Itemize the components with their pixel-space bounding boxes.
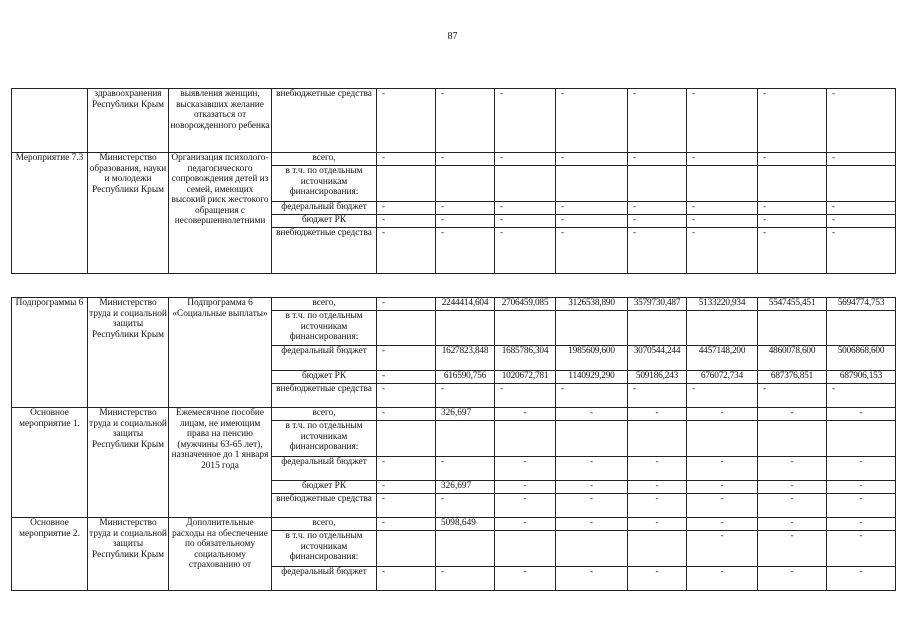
value-cell: 1140929,290 [556, 371, 628, 384]
value-cell: - [628, 153, 687, 166]
executor-cell: здравоохранения Республики Крым [88, 89, 169, 153]
value-cell [436, 421, 495, 457]
value-cell: 5006868,600 [827, 346, 896, 371]
value-cell: - [758, 531, 827, 567]
value-cell: - [436, 215, 495, 228]
value-cell: - [377, 408, 436, 421]
source-cell: всего, [272, 153, 377, 166]
value-cell: - [758, 494, 827, 518]
table-row [12, 153, 896, 166]
value-cell: - [827, 494, 896, 518]
value-cell: - [436, 567, 495, 591]
value-cell [377, 311, 436, 346]
value-cell: - [827, 567, 896, 591]
value-cell: - [377, 228, 436, 274]
value-cell: - [436, 202, 495, 215]
value-cell: - [495, 202, 556, 215]
value-cell [377, 531, 436, 567]
value-cell: - [687, 89, 758, 153]
value-cell [556, 531, 628, 567]
value-cell: - [687, 518, 758, 531]
value-cell: - [556, 567, 628, 591]
value-cell [628, 311, 687, 346]
source-cell: федеральный бюджет [272, 567, 377, 591]
value-cell [495, 166, 556, 202]
value-cell: 616590,756 [436, 371, 495, 384]
value-cell: - [556, 457, 628, 481]
value-cell [628, 421, 687, 457]
value-cell: - [687, 228, 758, 274]
source-cell: в т.ч. по отдельным источникам финансирования: [272, 311, 377, 346]
value-cell: 1685786,304 [495, 346, 556, 371]
value-cell: 3070544,244 [628, 346, 687, 371]
value-cell: - [556, 408, 628, 421]
value-cell: - [495, 215, 556, 228]
value-cell: 687906,153 [827, 371, 896, 384]
value-cell: - [495, 228, 556, 274]
value-cell: - [758, 89, 827, 153]
value-cell [827, 166, 896, 202]
value-cell: - [628, 518, 687, 531]
value-cell: - [436, 494, 495, 518]
value-cell: - [687, 202, 758, 215]
value-cell: - [687, 531, 758, 567]
value-cell: - [377, 457, 436, 481]
value-cell: - [827, 202, 896, 215]
value-cell [687, 311, 758, 346]
value-cell: - [436, 153, 495, 166]
source-cell: внебюджетные средства [272, 494, 377, 518]
funding-table-top [11, 88, 896, 274]
value-cell [495, 531, 556, 567]
description-cell: Организация психолого-педагогического сопровождения детей из семей, имеющих высокий риск жестокого обращения с несовершеннолетними [169, 153, 272, 274]
value-cell: 1020672,781 [495, 371, 556, 384]
source-cell: всего, [272, 408, 377, 421]
measure-name-cell: Основное мероприятие 2. [12, 518, 88, 591]
value-cell [827, 311, 896, 346]
value-cell: - [556, 202, 628, 215]
value-cell: 5547455,451 [758, 298, 827, 311]
value-cell: - [377, 202, 436, 215]
source-cell: бюджет РК [272, 481, 377, 494]
value-cell: - [687, 215, 758, 228]
value-cell: 509186,243 [628, 371, 687, 384]
value-cell: - [436, 89, 495, 153]
table-row [12, 89, 896, 153]
value-cell: - [758, 518, 827, 531]
value-cell [628, 166, 687, 202]
value-cell [758, 421, 827, 457]
value-cell: - [687, 457, 758, 481]
value-cell: - [758, 153, 827, 166]
value-cell: - [495, 384, 556, 408]
value-cell: - [687, 153, 758, 166]
value-cell: - [628, 408, 687, 421]
value-cell: - [556, 494, 628, 518]
value-cell: - [827, 457, 896, 481]
value-cell [556, 311, 628, 346]
source-cell: бюджет РК [272, 371, 377, 384]
value-cell: - [556, 481, 628, 494]
value-cell: - [758, 215, 827, 228]
value-cell: - [687, 384, 758, 408]
value-cell: - [628, 215, 687, 228]
value-cell: - [758, 481, 827, 494]
value-cell [436, 311, 495, 346]
value-cell: - [628, 494, 687, 518]
source-cell: внебюджетные средства [272, 384, 377, 408]
value-cell: - [377, 89, 436, 153]
value-cell: 5098,649 [436, 518, 495, 531]
value-cell: - [377, 153, 436, 166]
value-cell: - [436, 457, 495, 481]
source-cell: в т.ч. по отдельным источникам финансирования: [272, 166, 377, 202]
value-cell: - [377, 371, 436, 384]
value-cell: - [827, 153, 896, 166]
value-cell: 2706459,085 [495, 298, 556, 311]
value-cell: - [827, 384, 896, 408]
value-cell: - [827, 228, 896, 274]
value-cell: - [827, 531, 896, 567]
value-cell: - [377, 346, 436, 371]
source-cell: в т.ч. по отдельным источникам финансирования: [272, 531, 377, 567]
table-row [12, 518, 896, 531]
value-cell: - [758, 457, 827, 481]
source-cell: внебюджетные средства [272, 228, 377, 274]
executor-cell: Министерство образования, науки и молодежи Республики Крым [88, 153, 169, 274]
table-row [12, 298, 896, 311]
description-cell: Подпрограмма 6 «Социальные выплаты» [169, 298, 272, 408]
value-cell: - [687, 494, 758, 518]
value-cell: - [556, 153, 628, 166]
value-cell: 4860078,600 [758, 346, 827, 371]
value-cell: - [827, 481, 896, 494]
value-cell: - [436, 228, 495, 274]
value-cell: - [495, 89, 556, 153]
value-cell: - [495, 567, 556, 591]
value-cell: - [628, 228, 687, 274]
value-cell [377, 421, 436, 457]
source-cell: бюджет РК [272, 215, 377, 228]
value-cell: - [628, 202, 687, 215]
value-cell: 5133220,934 [687, 298, 758, 311]
value-cell: 326,697 [436, 408, 495, 421]
value-cell [495, 421, 556, 457]
value-cell: - [377, 518, 436, 531]
value-cell: 4457148,200 [687, 346, 758, 371]
source-cell: всего, [272, 298, 377, 311]
value-cell: - [628, 457, 687, 481]
value-cell [687, 421, 758, 457]
description-cell: Ежемесячное пособие лицам, не имеющим права на пенсию (мужчины 63-65 лет), назначенное до 1 января 2015 года [169, 408, 272, 518]
value-cell [556, 166, 628, 202]
source-cell: в т.ч. по отдельным источникам финансирования: [272, 421, 377, 457]
value-cell: - [827, 518, 896, 531]
source-cell: внебюджетные средства [272, 89, 377, 153]
value-cell: - [758, 567, 827, 591]
measure-name-cell: Мероприятие 7.3 [12, 153, 88, 274]
value-cell: - [377, 481, 436, 494]
value-cell: - [758, 408, 827, 421]
measure-name-cell [12, 89, 88, 153]
value-cell [827, 421, 896, 457]
value-cell [436, 531, 495, 567]
value-cell: 3126538,890 [556, 298, 628, 311]
source-cell: федеральный бюджет [272, 202, 377, 215]
value-cell: - [827, 89, 896, 153]
source-cell: федеральный бюджет [272, 457, 377, 481]
value-cell: - [556, 89, 628, 153]
value-cell: - [556, 215, 628, 228]
measure-name-cell: Подпрограммы 6 [12, 298, 88, 408]
value-cell: - [556, 384, 628, 408]
description-cell: Дополнительные расходы на обеспечение по обязательному социальному страхованию от [169, 518, 272, 591]
value-cell [495, 311, 556, 346]
value-cell: - [556, 518, 628, 531]
value-cell: 1627823,848 [436, 346, 495, 371]
value-cell: - [495, 518, 556, 531]
value-cell: 5694774,753 [827, 298, 896, 311]
value-cell: - [827, 215, 896, 228]
source-cell: федеральный бюджет [272, 346, 377, 371]
value-cell: - [377, 298, 436, 311]
value-cell [377, 166, 436, 202]
value-cell [436, 166, 495, 202]
value-cell [556, 421, 628, 457]
value-cell: - [377, 384, 436, 408]
measure-name-cell: Основное мероприятие 1. [12, 408, 88, 518]
value-cell: - [495, 494, 556, 518]
value-cell: - [628, 384, 687, 408]
value-cell: - [687, 567, 758, 591]
executor-cell: Министерство труда и социальной защиты Республики Крым [88, 518, 169, 591]
source-cell: всего, [272, 518, 377, 531]
description-cell: выявления женщин, высказавших желание отказаться от новорожденного ребенка [169, 89, 272, 153]
value-cell: - [687, 481, 758, 494]
value-cell: - [758, 384, 827, 408]
value-cell: - [628, 481, 687, 494]
executor-cell: Министерство труда и социальной защиты Республики Крым [88, 408, 169, 518]
value-cell: - [827, 408, 896, 421]
value-cell: - [628, 567, 687, 591]
value-cell: - [495, 408, 556, 421]
funding-table-bottom [11, 297, 896, 591]
value-cell: - [556, 228, 628, 274]
value-cell: 2244414,604 [436, 298, 495, 311]
value-cell: - [377, 567, 436, 591]
value-cell [687, 166, 758, 202]
value-cell: - [436, 384, 495, 408]
executor-cell: Министерство труда и социальной защиты Республики Крым [88, 298, 169, 408]
value-cell [758, 311, 827, 346]
page-number: 87 [447, 31, 458, 42]
value-cell: - [758, 228, 827, 274]
value-cell [628, 531, 687, 567]
value-cell [758, 166, 827, 202]
value-cell: - [377, 494, 436, 518]
value-cell: - [495, 457, 556, 481]
table-row [12, 408, 896, 421]
value-cell: - [758, 202, 827, 215]
value-cell: 1985609,600 [556, 346, 628, 371]
value-cell: - [495, 153, 556, 166]
value-cell: 326,697 [436, 481, 495, 494]
value-cell: 687376,851 [758, 371, 827, 384]
value-cell: 676072,734 [687, 371, 758, 384]
value-cell: - [377, 215, 436, 228]
value-cell: 3579730,487 [628, 298, 687, 311]
value-cell: - [628, 89, 687, 153]
value-cell: - [495, 481, 556, 494]
value-cell: - [687, 408, 758, 421]
